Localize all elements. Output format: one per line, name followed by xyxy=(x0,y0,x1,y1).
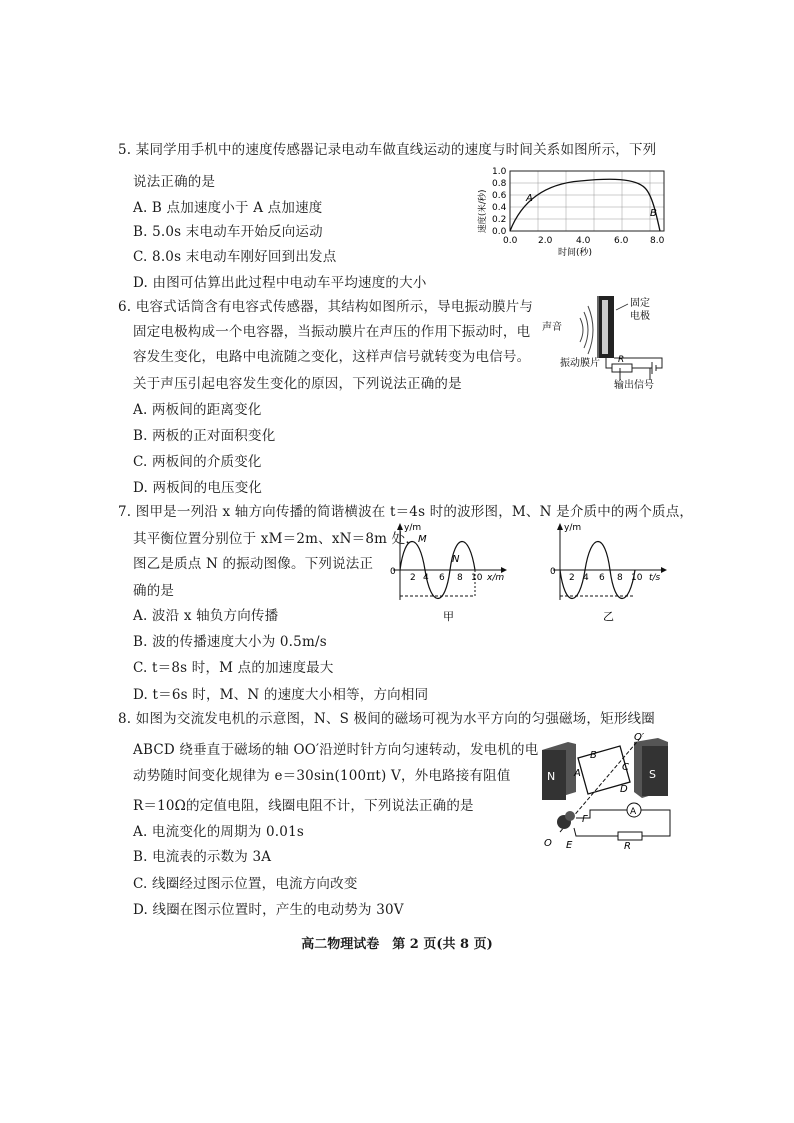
q6-option-a: A. 两板间的距离变化 xyxy=(133,402,262,418)
q7-wave-figure-jia xyxy=(385,520,515,625)
point-a-label: A xyxy=(526,193,533,204)
q6-stem-line3: 容发生变化，电路中电流随之变化，这样声信号就转变为电信号。 xyxy=(133,349,531,365)
ytick-08: 0.8 xyxy=(492,179,507,189)
q7-stem-line3: 图乙是质点 N 的振动图像。下列说法正 xyxy=(133,556,374,572)
q8-stem-line3: 动势随时间变化规律为 e＝30sin(100πt) V，外电路接有阻值 xyxy=(133,768,511,784)
q8-option-b: B. 电流表的示数为 3A xyxy=(133,849,272,865)
q8-stem-line2: ABCD 绕垂直于磁场的轴 OO′沿逆时针方向匀速转动，发电机的电 xyxy=(133,742,539,758)
tick-8: 8 xyxy=(617,573,623,583)
ytick-1: 1.0 xyxy=(492,167,507,177)
velocity-curve xyxy=(510,179,660,231)
x-axis-label: 时间(秒) xyxy=(558,248,593,258)
caption-jia: 甲 xyxy=(443,610,454,623)
caption-yi: 乙 xyxy=(603,610,614,623)
xlabel: t/s xyxy=(649,573,661,583)
tick-8: 8 xyxy=(457,573,463,583)
corner-a: A xyxy=(574,768,581,779)
q7-option-c: C. t＝8s 时，M 点的加速度最大 xyxy=(133,660,334,676)
q8-option-c: C. 线圈经过图示位置，电流方向改变 xyxy=(133,876,358,892)
point-n: N xyxy=(452,554,460,565)
q7-stem-line2: 其平衡位置分别位于 xM＝2m、xN＝8m 处， xyxy=(133,531,420,547)
q8-stem-line1: 8. 如图为交流发电机的示意图，N、S 极间的磁场可视为水平方向的匀强磁场，矩形线圈 xyxy=(118,711,655,727)
q6-stem-line4: 关于声压引起电容发生变化的原因，下列说法正确的是 xyxy=(133,376,462,392)
y-axis-label: 速度(米/秒) xyxy=(478,189,488,233)
corner-c: C xyxy=(622,762,629,773)
ytick-04: 0.4 xyxy=(492,203,507,213)
xtick-6: 6.0 xyxy=(614,236,629,246)
brush-f: F xyxy=(582,814,588,825)
q7-stem-line1: 7. 图甲是一列沿 x 轴方向传播的简谐横波在 t＝4s 时的波形图，M、N 是介质中的两个质点， xyxy=(118,504,694,520)
corner-b: B xyxy=(590,750,597,761)
tick-6: 6 xyxy=(599,573,605,583)
fixed-electrode-label-1: 固定 xyxy=(630,298,650,309)
fixed-electrode-label-2: 电极 xyxy=(630,311,650,322)
page-footer: 高二物理试卷 第 2 页(共 8 页) xyxy=(301,937,493,952)
q8-generator-diagram xyxy=(530,732,680,850)
q7-option-b: B. 波的传播速度大小为 0.5m/s xyxy=(133,634,327,650)
corner-d: D xyxy=(620,784,628,795)
q7-stem-line4: 确的是 xyxy=(133,583,175,599)
resistor-label: R xyxy=(618,355,625,365)
south-pole-label: S xyxy=(649,768,656,781)
q6-stem-line2: 固定电极构成一个电容器，当振动膜片在声压的作用下振动时，电 xyxy=(133,324,531,340)
q5-option-a: A. B 点加速度小于 A 点加速度 xyxy=(133,200,323,216)
xlabel: x/m xyxy=(487,573,505,583)
q5-option-b: B. 5.0s 末电动车开始反向运动 xyxy=(133,224,323,240)
xtick-4: 4.0 xyxy=(576,236,591,246)
q7-wave-figure-yi xyxy=(545,520,675,625)
q8-option-a: A. 电流变化的周期为 0.01s xyxy=(133,824,305,840)
q5-stem-line1: 5. 某同学用手机中的速度传感器记录电动车做直线运动的速度与时间关系如图所示，下列 xyxy=(118,142,657,158)
q6-microphone-diagram xyxy=(540,290,675,390)
brush-e: E xyxy=(566,840,573,850)
xtick-0: 0.0 xyxy=(503,236,518,246)
origin: 0 xyxy=(550,567,556,577)
tick-10: 10 xyxy=(471,573,483,583)
q5-velocity-chart xyxy=(470,163,680,263)
sound-label: 声音 xyxy=(542,322,562,333)
q5-option-d: D. 由图可估算出此过程中电动车平均速度的大小 xyxy=(133,275,427,291)
tick-2: 2 xyxy=(569,573,575,583)
membrane-label: 振动膜片 xyxy=(560,358,600,369)
q5-option-c: C. 8.0s 末电动车刚好回到出发点 xyxy=(133,249,337,265)
output-signal-label: 输出信号 xyxy=(614,380,654,390)
q8-stem-line4: R＝10Ω的定值电阻，线圈电阻不计，下列说法正确的是 xyxy=(133,798,474,814)
tick-4: 4 xyxy=(423,573,429,583)
q7-option-d: D. t＝6s 时，M、N 的速度大小相等，方向相同 xyxy=(133,687,429,703)
tick-4: 4 xyxy=(583,573,589,583)
point-b-label: B xyxy=(650,208,657,219)
q6-option-b: B. 两板的正对面积变化 xyxy=(133,428,276,444)
q6-option-c: C. 两板间的介质变化 xyxy=(133,454,262,470)
q7-option-a: A. 波沿 x 轴负方向传播 xyxy=(133,608,279,624)
ytick-0: 0.0 xyxy=(492,227,507,237)
ytick-02: 0.2 xyxy=(492,215,507,225)
axis-o: O xyxy=(544,838,552,849)
q6-option-d: D. 两板间的电压变化 xyxy=(133,480,263,496)
axis-o-prime: O′ xyxy=(634,732,645,743)
origin: 0 xyxy=(390,567,396,577)
tick-2: 2 xyxy=(410,573,416,583)
point-m: M xyxy=(418,534,427,545)
xtick-2: 2.0 xyxy=(538,236,553,246)
ammeter-label: A xyxy=(630,807,637,817)
ylabel: y/m xyxy=(564,523,582,533)
ytick-06: 0.6 xyxy=(492,191,507,201)
tick-6: 6 xyxy=(439,573,445,583)
ylabel: y/m xyxy=(404,523,422,533)
north-pole-label: N xyxy=(547,770,556,783)
q6-stem-line1: 6. 电容式话筒含有电容式传感器，其结构如图所示，导电振动膜片与 xyxy=(118,299,534,315)
tick-10: 10 xyxy=(631,573,643,583)
resistor-label: R xyxy=(624,841,631,850)
q8-option-d: D. 线圈在图示位置时，产生的电动势为 30V xyxy=(133,902,404,918)
xtick-8: 8.0 xyxy=(650,236,665,246)
q5-stem-line2: 说法正确的是 xyxy=(133,174,216,190)
